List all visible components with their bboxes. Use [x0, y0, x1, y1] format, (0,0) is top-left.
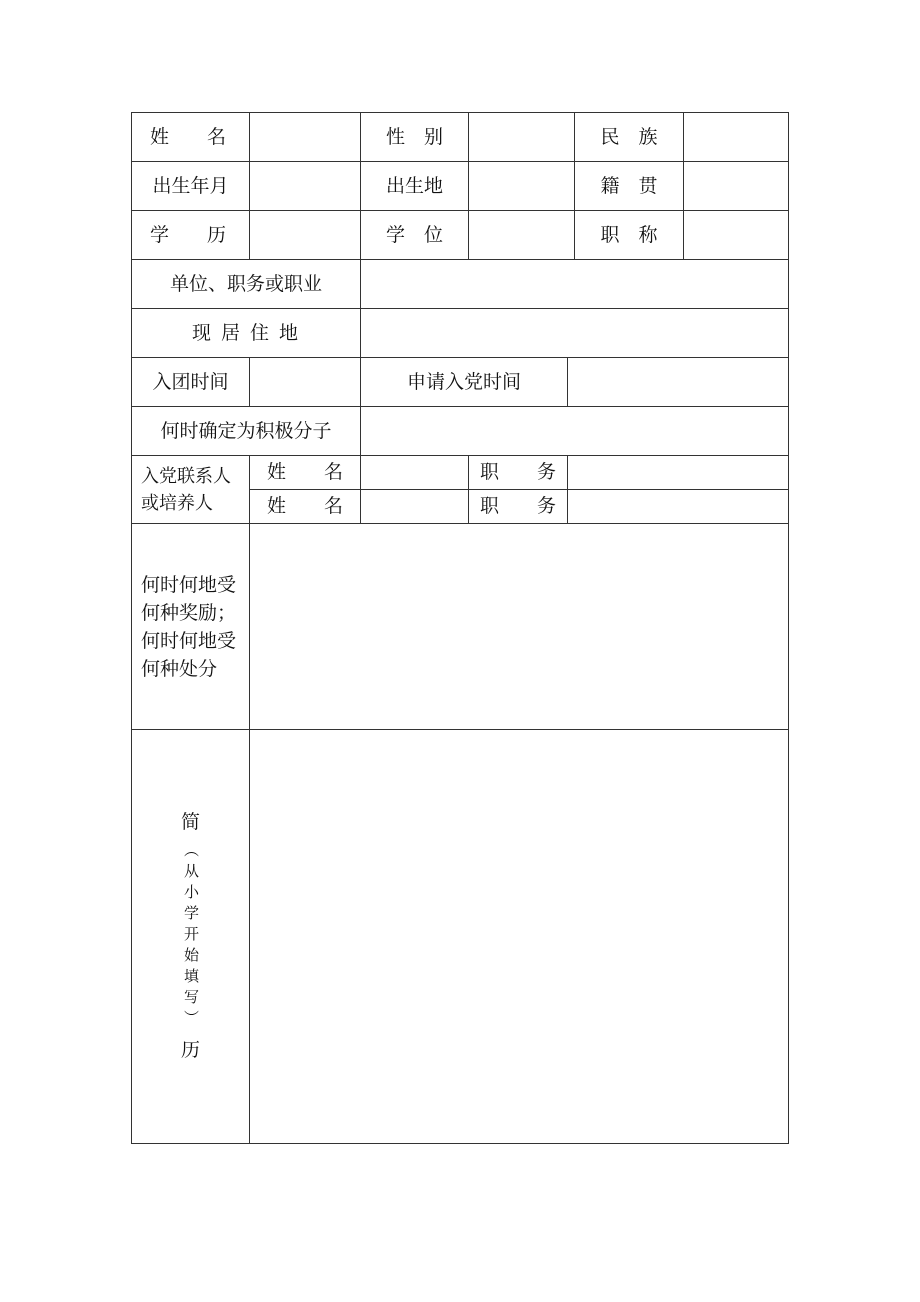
label-resume-note: （从小学开始填写）	[182, 842, 200, 1031]
field-title[interactable]	[684, 211, 788, 260]
label-contact-position-2-text: 职 务	[479, 495, 556, 517]
field-contact-name-2[interactable]	[361, 490, 469, 524]
label-name-text: 姓 名	[150, 125, 227, 148]
label-native-place	[575, 162, 684, 211]
label-league-join-time	[132, 358, 250, 407]
label-activist-time-text: 何时确定为积极分子	[160, 419, 332, 442]
label-contact-name-1-text: 姓 名	[266, 461, 343, 483]
label-birth-date-text: 出生年月	[152, 174, 229, 197]
label-contact-position-2	[469, 490, 568, 524]
label-residence	[132, 309, 361, 358]
label-birth-date	[132, 162, 250, 211]
field-name[interactable]	[250, 113, 361, 162]
label-contact-name-2	[250, 490, 361, 524]
label-employer-text: 单位、职务或职业	[169, 272, 322, 295]
label-native-place-text: 籍 贯	[600, 174, 658, 197]
field-rewards[interactable]	[250, 524, 788, 730]
label-residence-text: 现 居 住 地	[191, 321, 301, 344]
label-gender	[361, 113, 469, 162]
label-application-time-text: 申请入党时间	[406, 370, 521, 393]
field-employer[interactable]	[361, 260, 788, 309]
field-resume[interactable]	[250, 730, 788, 1143]
label-degree	[361, 211, 469, 260]
label-rewards	[132, 524, 250, 730]
field-contact-name-1[interactable]	[361, 456, 469, 490]
field-birth-date[interactable]	[250, 162, 361, 211]
field-activist-time[interactable]	[361, 407, 788, 456]
label-resume	[132, 730, 250, 1143]
field-residence[interactable]	[361, 309, 788, 358]
label-activist-time	[132, 407, 361, 456]
label-ethnicity	[575, 113, 684, 162]
label-league-join-time-text: 入团时间	[152, 370, 229, 393]
label-ethnicity-text: 民 族	[600, 125, 658, 148]
field-education[interactable]	[250, 211, 361, 260]
party-application-form	[131, 112, 789, 1144]
field-birthplace[interactable]	[469, 162, 575, 211]
label-contact-name-1	[250, 456, 361, 490]
label-education	[132, 211, 250, 260]
label-contacts-text: 入党联系人或培养人	[141, 465, 231, 514]
field-gender[interactable]	[469, 113, 575, 162]
label-degree-text: 学 位	[385, 223, 443, 246]
label-contact-name-2-text: 姓 名	[266, 495, 343, 517]
label-application-time	[361, 358, 568, 407]
label-title	[575, 211, 684, 260]
label-title-text: 职 称	[600, 223, 658, 246]
label-contact-position-1-text: 职 务	[479, 461, 556, 483]
field-contact-position-1[interactable]	[568, 456, 788, 490]
label-education-text: 学 历	[150, 223, 227, 246]
label-resume-bottom: 历	[180, 1039, 200, 1061]
field-native-place[interactable]	[684, 162, 788, 211]
label-contact-position-1	[469, 456, 568, 490]
label-birthplace	[361, 162, 469, 211]
label-employer	[132, 260, 361, 309]
field-degree[interactable]	[469, 211, 575, 260]
field-league-join-time[interactable]	[250, 358, 361, 407]
field-ethnicity[interactable]	[684, 113, 788, 162]
label-birthplace-text: 出生地	[385, 174, 443, 197]
label-name	[132, 113, 250, 162]
label-resume-top: 简	[180, 811, 200, 833]
label-gender-text: 性 别	[385, 125, 443, 148]
field-contact-position-2[interactable]	[568, 490, 788, 524]
field-application-time[interactable]	[568, 358, 788, 407]
label-contacts	[132, 456, 250, 524]
label-rewards-text: 何时何地受何种奖励；何时何地受何种处分	[141, 573, 237, 680]
